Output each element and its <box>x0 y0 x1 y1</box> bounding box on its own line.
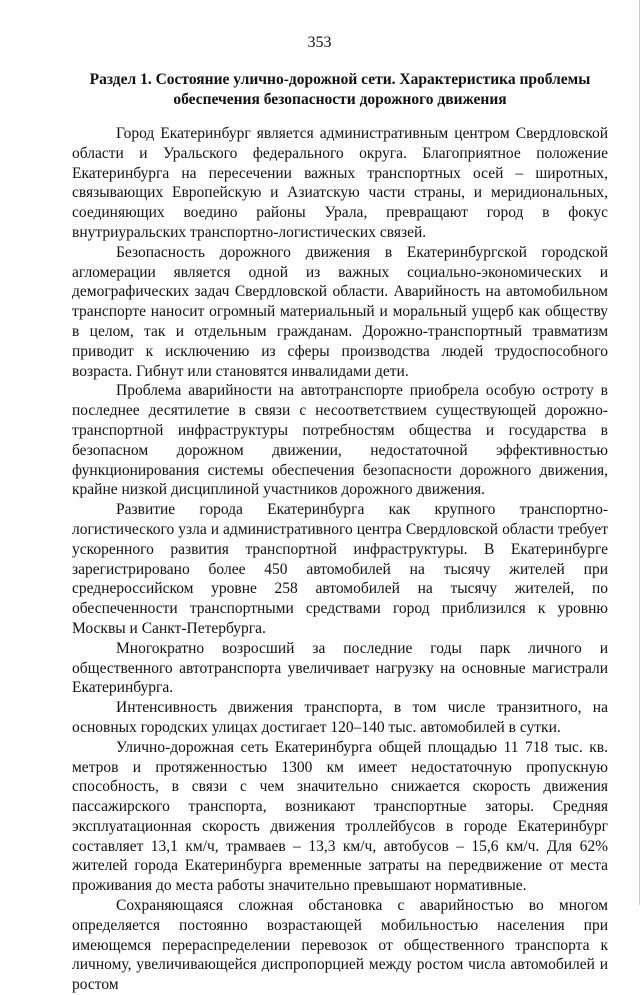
section-heading-line-1: Раздел 1. Состояние улично-дорожной сети. Характеристика проблемы <box>89 71 591 88</box>
paragraph-city-overview: Город Екатеринбург является административным центром Свердловской области и Уральского федерального округа. Благоприятное положение Екатеринбурга на пересечении важных транспортных осей – широтных, связывающих Европейскую и Азиатскую части страны, и меридиональных, соединяющих воедино районы Урала, превращают город в фокус внутриуральских транспортно-логистических связей. <box>72 125 608 241</box>
paragraph-infrastructure-development: Развитие города Екатеринбурга как крупного транспортно-логистического узла и административного центра Свердловской области требует ускоренного развития транспортной инфраструктуры. В Екатеринбурге зарегистрировано более 450 автомобилей на тысячу жителей при среднероссийском уровне 258 автомобилей на тысячу жителей, по обеспеченности транспортными средствами город приблизился к уровню Москвы и Санкт-Петербурга. <box>72 501 608 637</box>
section-heading <box>70 70 610 110</box>
paragraph-mobility: Сохраняющаяся сложная обстановка с аварийностью во многом определяется постоянно возрастающей мобильностью населения при имеющемся перераспределении перевозок от общественного транспорта к личному, увеличивающейся диспропорцией между ростом числа автомобилей и ростом <box>72 897 608 994</box>
paragraph-vehicle-fleet: Многократно возросший за последние годы парк личного и общественного автотранспорта увеличивает нагрузку на основные магистрали Екатеринбурга. <box>72 639 608 697</box>
body-text <box>72 124 608 995</box>
paragraph-traffic-intensity: Интенсивность движения транспорта, в том числе транзитного, на основных городских улицах достигает 120–140 тыс. автомобилей в сутки. <box>72 699 608 736</box>
paragraph-road-network: Улично-дорожная сеть Екатеринбурга общей площадью 11 718 тыс. кв. метров и протяженностью 1300 км имеет недостаточную пропускную способность, в связи с чем значительно снижается скорость движения пассажирского транспорта, возникают транспортные заторы. Средняя эксплуатационная скорость движения троллейбусов в городе Екатеринбург составляет 13,1 км/ч, трамваев – 13,3 км/ч, автобусов – 15,6 км/ч. Для 62% жителей города Екатеринбурга временные затраты на передвижение от места проживания до места работы значительно превышают нормативные. <box>72 738 608 895</box>
page-number: 353 <box>307 34 332 51</box>
paragraph-accident-problem: Проблема аварийности на автотранспорте приобрела особую остроту в последнее десятилетие в связи с несоответствием существующей дорожно-транспортной инфраструктуры потребностям общества и государства в безопасном дорожном движении, недостаточной эффективностью функционирования системы обеспечения безопасности дорожного движения, крайне низкой дисциплиной участников дорожного движения. <box>72 382 608 499</box>
section-heading-line-2: обеспечения безопасности дорожного движения <box>173 91 507 108</box>
paragraph-road-safety: Безопасность дорожного движения в Екатеринбургской городской агломерации является одной из важных социально-экономических и демографических задач Свердловской области. Аварийность на автомобильном транспорте наносит огромный материальный и моральный ущерб как обществу в целом, так и отдельным гражданам. Дорожно-транспортный травматизм приводит к исключению из сферы производства людей трудоспособного возраста. Гибнут или становятся инвалидами дети. <box>72 243 608 380</box>
